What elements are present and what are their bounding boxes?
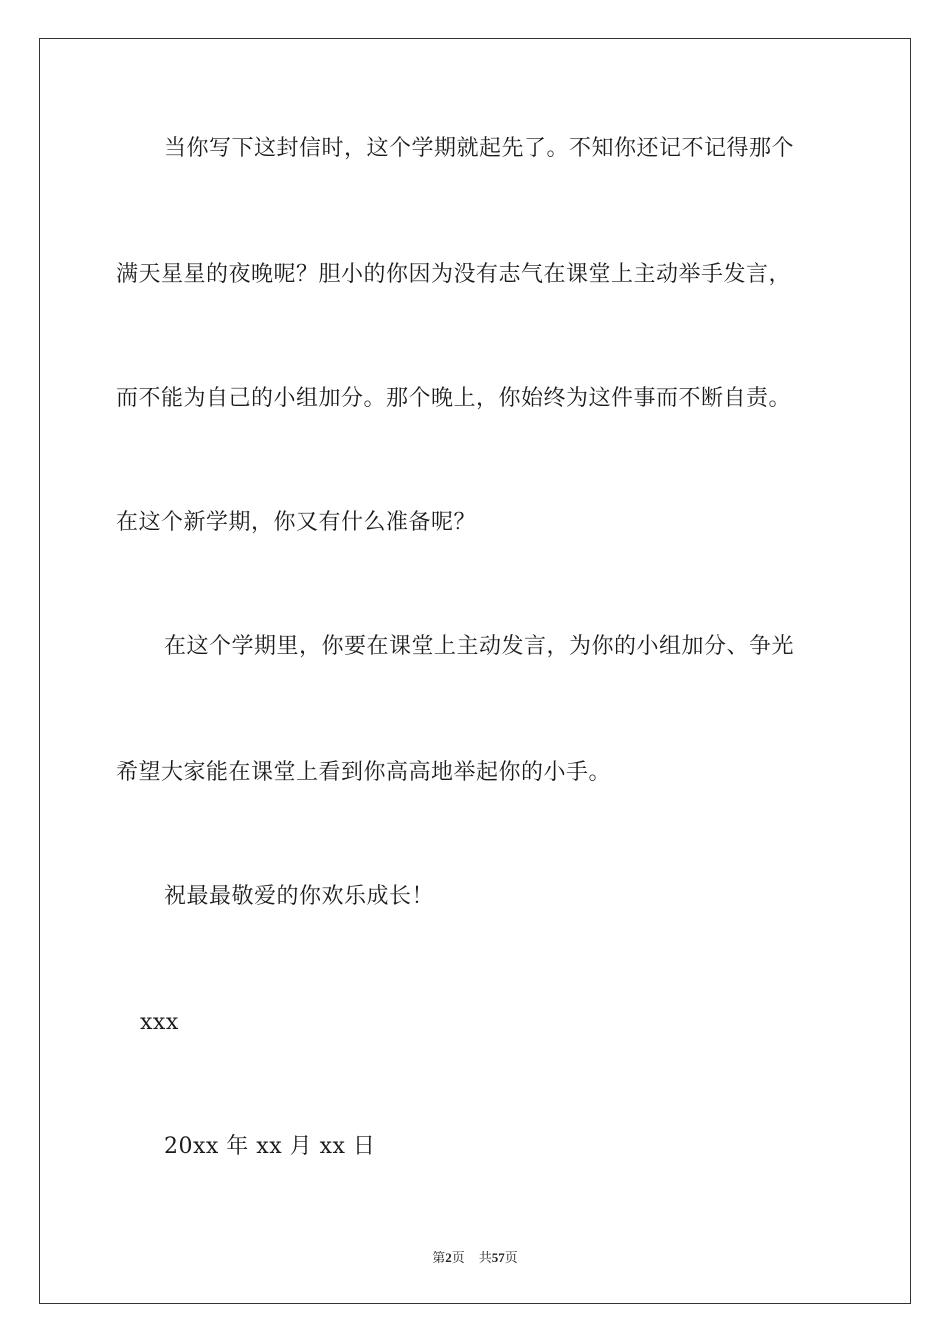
letter-line-5: 在这个学期里，你要在课堂上主动发言，为你的小组加分、争光	[164, 634, 795, 659]
letter-line-2: 满天星星的夜晚呢？胆小的你因为没有志气在课堂上主动举手发言，	[116, 262, 792, 287]
letter-line-1: 当你写下这封信时，这个学期就起先了。不知你还记不记得那个	[164, 136, 795, 161]
letter-line-3: 而不能为自己的小组加分。那个晚上，你始终为这件事而不断自责。	[116, 386, 792, 411]
total-pages: 57	[491, 1250, 505, 1265]
page-suffix: 页	[451, 1250, 465, 1265]
letter-line-6: 希望大家能在课堂上看到你高高地举起你的小手。	[116, 760, 612, 785]
letter-line-4: 在这个新学期，你又有什么准备呢？	[116, 510, 477, 535]
page-number: 2	[445, 1250, 452, 1265]
total-prefix: 共	[478, 1250, 492, 1265]
signature: xxx	[140, 1010, 179, 1035]
closing-wish: 祝最最敬爱的你欢乐成长！	[164, 884, 435, 909]
page-footer	[0, 1247, 950, 1266]
page-border	[39, 38, 911, 1304]
page-prefix: 第	[432, 1250, 446, 1265]
letter-date: 20xx 年 xx 月 xx 日	[164, 1134, 376, 1159]
total-suffix: 页	[504, 1250, 518, 1265]
